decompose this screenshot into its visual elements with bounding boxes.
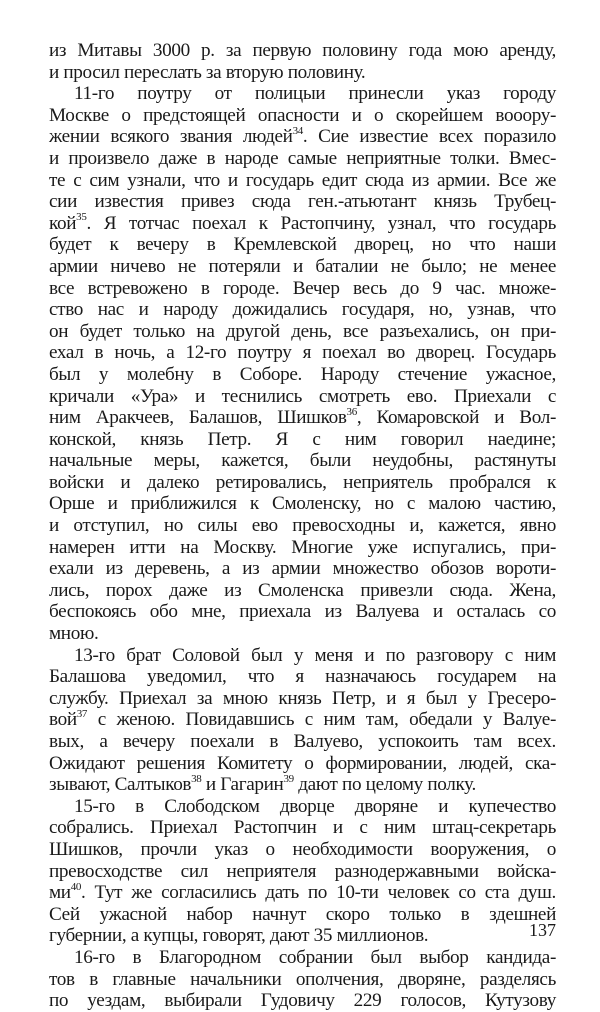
text-segment: с женою. Повидавшись с ним там, обедали у Валуе- — [87, 709, 556, 731]
paragraph — [49, 947, 556, 1012]
text-line: Орше и приближился к Смоленску, но с малою частию, — [49, 493, 556, 515]
text-line: сии известия привез сюда ген.-атьютант князь Трубец- — [49, 191, 556, 213]
text-line — [49, 407, 556, 429]
text-line — [49, 126, 556, 148]
text-line: он будет только на другой день, все разъехались, он при- — [49, 320, 556, 342]
text-line: Ожидают решения Комитету о формировании, людей, ска- — [49, 752, 556, 774]
text-line: был у молебну в Соборе. Народу стечение ужасное, — [49, 363, 556, 385]
footnote-ref[interactable]: 38 — [191, 772, 202, 785]
text-segment: . Я тотчас поехал к Растопчину, узнал, что государь — [86, 212, 556, 234]
text-segment: , Комаровской и Вол- — [356, 407, 556, 429]
text-line — [49, 774, 556, 796]
text-segment: . Сие известие всех поразило — [302, 126, 556, 148]
text-line: беспокоясь обо мне, приехала из Валуева и осталась со — [49, 601, 556, 623]
text-line: кричали «Ура» и теснились смотреть ево. Приехали с — [49, 385, 556, 407]
footnote-ref[interactable]: 35 — [76, 211, 87, 224]
text-segment: кой — [49, 212, 77, 234]
text-line: те с сим узнали, что и государь едит сюда из армии. Все же — [49, 169, 556, 191]
text-line: тов в главные начальники ополчения, дворяне, разделясь — [49, 968, 556, 990]
paragraph — [49, 83, 556, 644]
text-line: собрались. Приехал Растопчин и с ним штац-секретарь — [49, 817, 556, 839]
text-line: 16-го в Благородном собрании был выбор кандида- — [74, 946, 556, 968]
text-line: по уездам, выбирали Гудовичу 229 голосов, Кутузову — [49, 990, 556, 1012]
text-line: и отступил, но силы ево превосходны и, кажется, явно — [49, 515, 556, 537]
text-line: 15-го в Слободском дворце дворяне и купечество — [74, 795, 556, 817]
text-line — [49, 882, 556, 904]
text-line: и просил переслать за вторую половину. — [49, 61, 366, 83]
text-line: губернии, а купцы, говорят, дают 35 миллионов. — [49, 925, 429, 947]
text-segment: ми — [49, 882, 71, 904]
footnote-ref[interactable]: 40 — [70, 880, 82, 893]
text-line: конской, князь Петр. Я с ним говорил наедине; — [49, 428, 556, 450]
text-line: армии ничево не потеряли и баталии не было; не менее — [49, 255, 556, 277]
footnote-ref[interactable]: 37 — [76, 708, 88, 721]
page-number: 137 — [529, 920, 556, 940]
text-line: начальные меры, кажется, были неудобны, растянуты — [49, 450, 556, 472]
text-line: превосходстве сил неприятеля разнодержавными войска- — [49, 860, 556, 882]
text-line: и произвело даже в народе самые неприятные толки. Вмес- — [49, 147, 556, 169]
paragraph — [49, 40, 556, 83]
paragraph — [49, 796, 556, 947]
text-line — [49, 213, 556, 235]
text-line: Сей ужасной набор начнут скоро только в здешней — [49, 903, 556, 925]
text-line: 11-го поутру от полицыи принесли указ городу — [74, 83, 556, 105]
text-line: Шишков, прочли указ о необходимости вооружения, о — [49, 838, 556, 860]
text-line: мною. — [49, 623, 99, 645]
text-line: Москве о предстоящей опасности и о скорейшем вооору- — [49, 104, 556, 126]
text-line: ство нас и народу дожидались государя, но, узнав, что — [49, 299, 556, 321]
text-segment: зывают, Салтыков — [49, 774, 192, 796]
footnote-ref[interactable]: 39 — [283, 772, 294, 785]
text-segment: дают по целому полку. — [293, 774, 476, 796]
text-line: войски и далеко ретировались, неприятель пробрался к — [49, 471, 556, 493]
text-line: из Митавы 3000 р. за первую половину года мою аренду, — [49, 40, 556, 61]
text-line: все встревожено в городе. Вечер весь до 9 час. множе- — [49, 277, 556, 299]
text-segment: и Гагарин — [201, 774, 284, 796]
footnote-ref[interactable]: 36 — [346, 405, 357, 418]
text-line: намерен итти на Москву. Многие уже испугались, при- — [49, 536, 556, 558]
text-line — [49, 709, 556, 731]
text-line: лись, порох даже из Смоленска привезли сюда. Жена, — [49, 579, 556, 601]
text-segment: жении всякого звания людей — [49, 126, 293, 148]
text-line: ехали из деревень, а из армии множество обозов вороти- — [49, 558, 556, 580]
paragraph — [49, 645, 556, 796]
text-segment: ним Аракчеев, Балашов, Шишков — [49, 407, 347, 429]
text-segment: вой — [49, 709, 77, 731]
text-segment: . Тут же согласились дать по 10-ти человек со ста душ. — [81, 882, 556, 904]
text-line: службу. Приехал за мною князь Петр, и я был у Гресеро- — [49, 687, 556, 709]
footnote-ref[interactable]: 34 — [292, 124, 303, 137]
text-line: Балашова уведомил, что я назначаюсь государем на — [49, 666, 556, 688]
text-line: будет к вечеру в Кремлевской дворец, но что наши — [49, 234, 556, 256]
page-body — [49, 40, 556, 1012]
text-line: ехал в ночь, а 12-го поутру я поехал во дворец. Государь — [49, 342, 556, 364]
text-line: вых, а вечеру поехали в Валуево, успокоить там всех. — [49, 731, 556, 752]
text-line: 13-го брат Соловой был у меня и по разговору с ним — [74, 644, 556, 666]
